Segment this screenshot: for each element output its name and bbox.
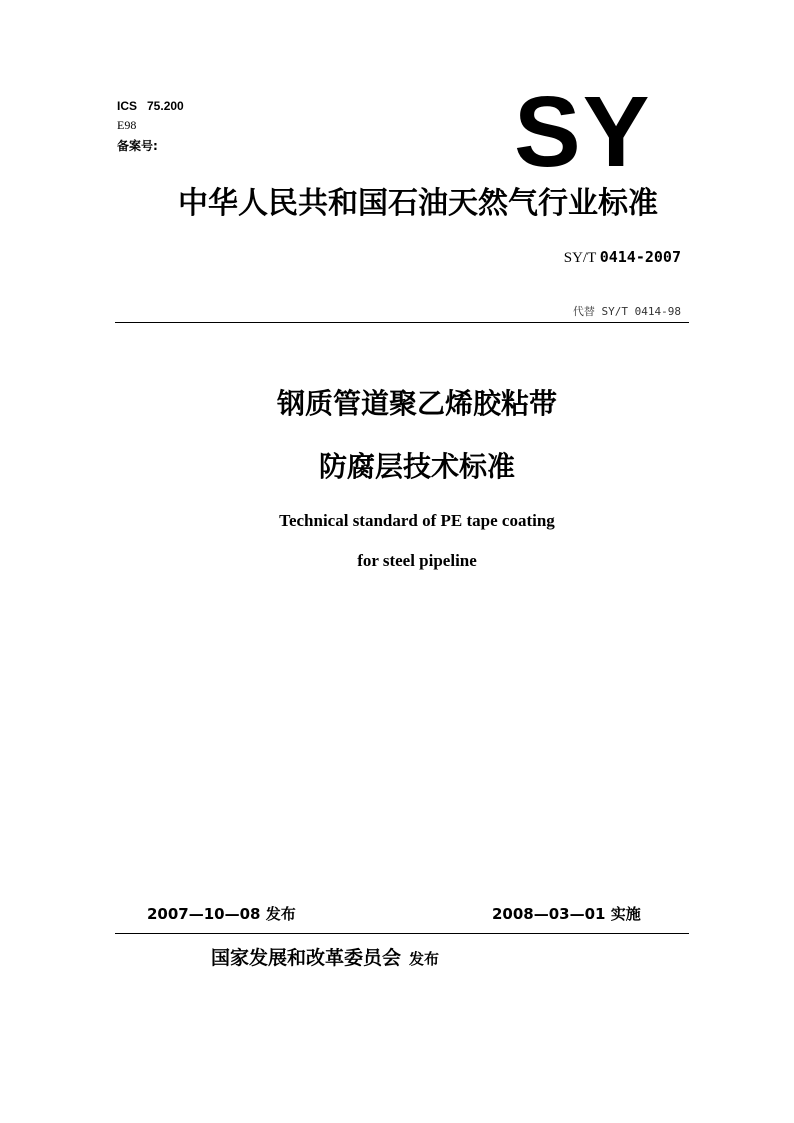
- bottom-divider: [115, 933, 689, 934]
- standard-category-code: SY: [514, 76, 652, 188]
- issuer: [211, 943, 439, 970]
- issue-date: 2007—10—08 发布: [147, 905, 296, 923]
- standard-code-prefix: SY/T: [563, 250, 600, 266]
- issuer-organization: 国家发展和改革委员会: [211, 947, 402, 969]
- title-zh-line1: 钢质管道聚乙烯胶粘带: [276, 387, 557, 420]
- top-divider: [115, 322, 689, 323]
- standard-code-number: 0414-2007: [599, 248, 681, 266]
- issuer-verb: 发布: [409, 950, 440, 968]
- filing-number-label: 备案号:: [117, 139, 158, 153]
- classification-code: E98: [117, 118, 137, 132]
- ics-code: ICS 75.200: [117, 99, 184, 113]
- title-en-line2: for steel pipeline: [357, 551, 477, 570]
- replaces-standard: 代替 SY/T 0414-98: [572, 305, 681, 318]
- standard-code: [564, 248, 681, 267]
- standard-category-title: 中华人民共和国石油天然气行业标准: [178, 186, 658, 221]
- implementation-date: 2008—03—01 实施: [492, 905, 641, 923]
- title-zh-line2: 防腐层技术标准: [318, 450, 515, 483]
- title-en-line1: Technical standard of PE tape coating: [279, 511, 555, 530]
